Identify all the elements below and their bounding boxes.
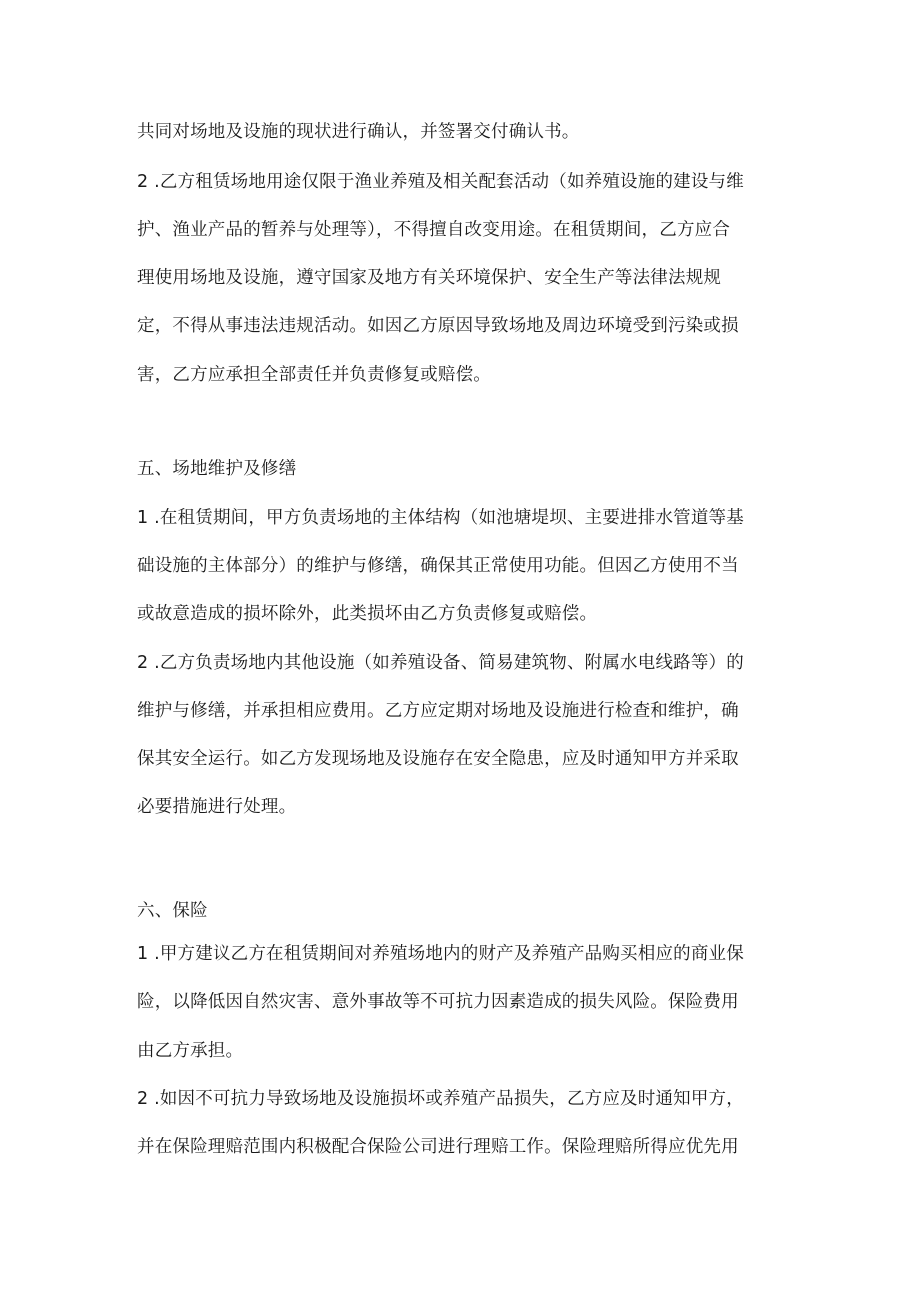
text-line: 护、渔业产品的暂养与处理等），不得擅自改变用途。在租赁期间，乙方应合	[137, 220, 731, 240]
clause-6-2-line: 2 .如因不可抗力导致场地及设施损坏或养殖产品损失，乙方应及时通知甲方，	[137, 1089, 744, 1109]
text-line: 础设施的主体部分）的维护与修缮，确保其正常使用功能。但因乙方使用不当	[137, 556, 739, 576]
clause-6-1-line: 1 .甲方建议乙方在租赁期间对养殖场地内的财产及养殖产品购买相应的商业保	[137, 944, 744, 964]
text-line: 由乙方承担。	[137, 1041, 244, 1061]
clause-4-2-line: 2 .乙方租赁场地用途仅限于渔业养殖及相关配套活动（如养殖设施的建设与维	[137, 172, 744, 192]
section-heading-5: 五、场地维护及修缮	[137, 459, 297, 479]
text-line: 险，以降低因自然灾害、意外事故等不可抗力因素造成的损失风险。保险费用	[137, 992, 739, 1012]
section-heading-6: 六、保险	[137, 901, 208, 921]
text-line: 定，不得从事违法违规活动。如因乙方原因导致场地及周边环境受到污染或损	[137, 316, 739, 336]
text-line: 共同对场地及设施的现状进行确认，并签署交付确认书。	[137, 122, 580, 142]
text-line: 理使用场地及设施，遵守国家及地方有关环境保护、安全生产等法律法规规	[137, 268, 722, 288]
text-line: 必要措施进行处理。	[137, 797, 297, 817]
clause-5-2-line: 2 .乙方负责场地内其他设施（如养殖设备、简易建筑物、附属水电线路等）的	[137, 653, 744, 673]
text-line: 或故意造成的损坏除外，此类损坏由乙方负责修复或赔偿。	[137, 604, 598, 624]
text-line: 并在保险理赔范围内积极配合保险公司进行理赔工作。保险理赔所得应优先用	[137, 1137, 739, 1157]
clause-5-1-line: 1 .在租赁期间，甲方负责场地的主体结构（如池塘堤坝、主要进排水管道等基	[137, 508, 744, 528]
text-line: 维护与修缮，并承担相应费用。乙方应定期对场地及设施进行检查和维护，确	[137, 701, 739, 721]
text-line: 保其安全运行。如乙方发现场地及设施存在安全隐患，应及时通知甲方并采取	[137, 749, 739, 769]
text-line: 害，乙方应承担全部责任并负责修复或赔偿。	[137, 365, 491, 385]
